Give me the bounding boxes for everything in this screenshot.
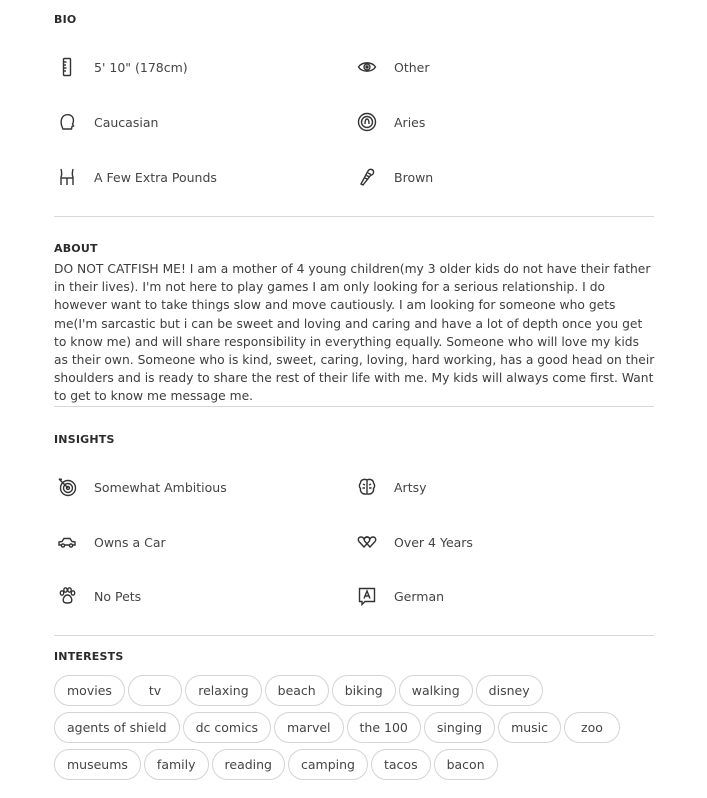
bio-item-hair-color [356, 166, 433, 188]
interest-tag[interactable]: singing [424, 712, 495, 743]
bio-item-label: 5' 10" (178cm) [94, 59, 188, 75]
interest-tag[interactable]: movies [54, 675, 125, 706]
bio-item-label: Other [394, 59, 430, 75]
insight-item-ambition [56, 476, 227, 498]
zodiac-icon [356, 111, 378, 133]
bio-title: BIO [54, 13, 77, 26]
divider [54, 635, 654, 636]
interest-tag[interactable]: music [498, 712, 561, 743]
bio-item-body-type [56, 166, 217, 188]
interest-tag[interactable]: dc comics [183, 712, 271, 743]
interest-tag[interactable]: bacon [434, 749, 498, 780]
hair-comb-icon [356, 166, 378, 188]
bio-item-height [56, 56, 188, 78]
interest-tag[interactable]: camping [288, 749, 368, 780]
interest-tag[interactable]: museums [54, 749, 141, 780]
bio-item-ethnicity [56, 111, 158, 133]
interest-tag[interactable]: tv [128, 675, 182, 706]
paw-icon [56, 585, 78, 607]
insight-item-label: Artsy [394, 479, 427, 495]
interest-tag[interactable]: reading [212, 749, 285, 780]
interest-tag[interactable]: the 100 [347, 712, 421, 743]
interest-tags [54, 675, 664, 780]
insight-item-personality [356, 476, 427, 498]
brain-icon [356, 476, 378, 498]
interests-title: INTERESTS [54, 650, 124, 663]
interest-tag[interactable]: family [144, 749, 209, 780]
interest-tag[interactable]: beach [265, 675, 329, 706]
interest-tag[interactable]: walking [399, 675, 473, 706]
hearts-icon [356, 531, 378, 553]
divider [54, 406, 654, 407]
bio-item-label: Caucasian [94, 114, 159, 130]
interest-tag[interactable]: agents of shield [54, 712, 180, 743]
head-icon [56, 111, 78, 133]
insight-item-label: Over 4 Years [394, 534, 473, 550]
insight-item-relationship [356, 531, 473, 553]
target-icon [56, 476, 78, 498]
insight-item-label: No Pets [94, 588, 142, 604]
bio-item-zodiac [356, 111, 425, 133]
insight-item-pets [56, 585, 141, 607]
bio-item-eye-color [356, 56, 430, 78]
height-ruler-icon [56, 56, 78, 78]
insight-item-label: Somewhat Ambitious [94, 479, 227, 495]
insight-item-language [356, 585, 444, 607]
language-icon [356, 585, 378, 607]
bio-item-label: Aries [394, 114, 426, 130]
interest-tag[interactable]: disney [476, 675, 543, 706]
bio-item-label: Brown [394, 169, 434, 185]
eye-icon [356, 56, 378, 78]
car-icon [56, 531, 78, 553]
interest-tag[interactable]: biking [332, 675, 396, 706]
insight-item-car [56, 531, 166, 553]
insight-item-label: German [394, 588, 445, 604]
body-type-icon [56, 166, 78, 188]
about-title: ABOUT [54, 242, 98, 255]
interest-tag[interactable]: tacos [371, 749, 431, 780]
interest-tag[interactable]: marvel [274, 712, 344, 743]
interest-tag[interactable]: relaxing [185, 675, 261, 706]
interest-tag[interactable]: zoo [564, 712, 620, 743]
bio-item-label: A Few Extra Pounds [94, 169, 217, 185]
divider [54, 216, 654, 217]
about-text: DO NOT CATFISH ME! I am a mother of 4 young children(my 3 older kids do not have their father in their lives). I'm not here to play games I am only looking for a serious relationship. I do however want to take things slow and move cautiously. I am looking for someone who gets me(I'm sarcastic but i can be sweet and loving and caring and have a lot of depth once you get to know me) and will share responsibility in everything equally. Someone who will love my kids as their own. Someone who is kind, sweet, caring, loving, hard working, has a good head on their shoulders and is ready to share the rest of their life with me. My kids will always come first. Want to get to know me message me. [54, 262, 655, 404]
insight-item-label: Owns a Car [94, 534, 166, 550]
insights-title: INSIGHTS [54, 433, 115, 446]
